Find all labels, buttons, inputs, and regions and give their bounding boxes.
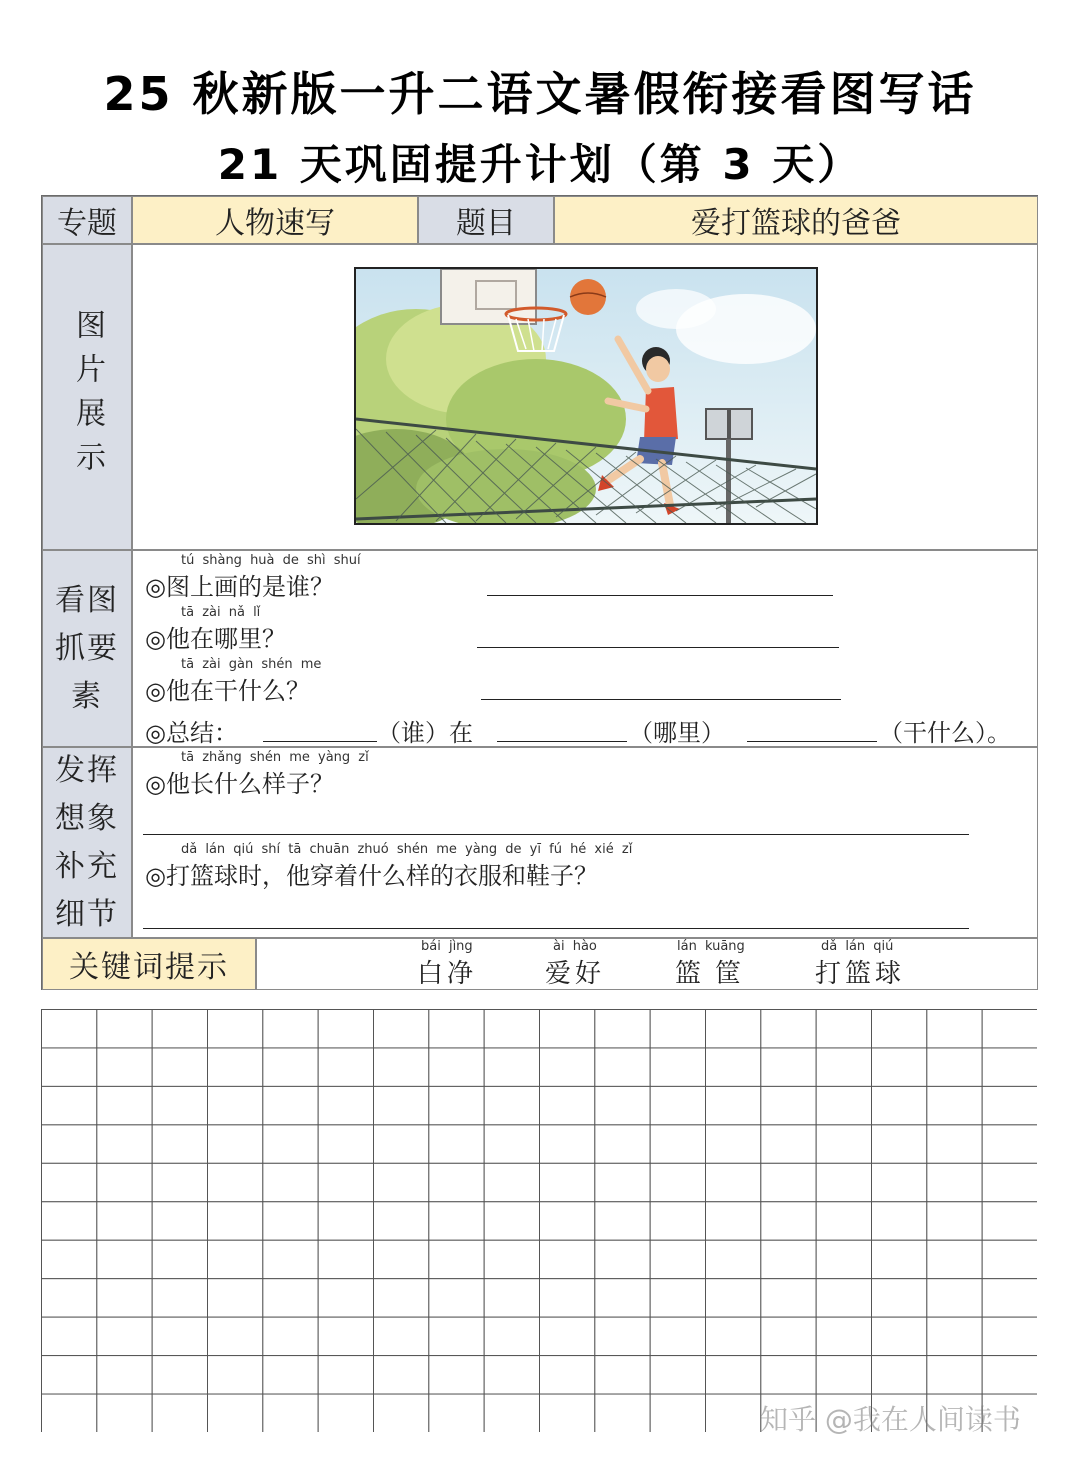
grid-cell[interactable] [318,1394,373,1432]
grid-cell[interactable] [208,1394,263,1432]
grid-cell[interactable] [429,1048,484,1086]
basketball-illustration [354,267,818,525]
grid-cell[interactable] [374,1356,429,1394]
worksheet-subtitle: 21 天巩固提升计划（第 3 天） [217,140,863,189]
grid-cell[interactable] [318,1317,373,1355]
grid-cell[interactable] [208,1163,263,1201]
grid-cell[interactable] [761,1086,816,1124]
picture-section-label: 图片展示 [42,244,132,550]
grid-cell[interactable] [595,1356,650,1394]
grid-cell[interactable] [595,1125,650,1163]
summary-what: （干什么）。 [879,719,1011,747]
grid-cell[interactable] [650,1240,705,1278]
grid-cell[interactable] [263,1010,318,1048]
grid-cell[interactable] [429,1010,484,1048]
grid-cell[interactable] [374,1163,429,1201]
grid-cell[interactable] [816,1202,871,1240]
summary-what-line[interactable] [747,741,877,742]
worksheet-title: 25 秋新版一升二语文暑假衔接看图写话 [103,67,977,121]
grid-cell[interactable] [816,1240,871,1278]
grid-cell[interactable] [872,1240,927,1278]
grid-cell[interactable] [152,1163,207,1201]
imagine-q1-answer-line[interactable] [143,834,969,835]
grid-cell[interactable] [927,1202,982,1240]
grid-cell[interactable] [595,1010,650,1048]
grid-cell[interactable] [872,1048,927,1086]
grid-cell[interactable] [982,1163,1037,1201]
grid-cell[interactable] [706,1240,761,1278]
subject-value: 爱打篮球的爸爸 [554,196,1038,244]
q1-pinyin: tú shàng huà de shì shuí [181,553,361,568]
keyword-1: 白净 [417,959,478,989]
grid-cell[interactable] [650,1125,705,1163]
grid-cell[interactable] [706,1086,761,1124]
grid-cell[interactable] [484,1086,539,1124]
grid-cell[interactable] [706,1394,761,1432]
grid-cell[interactable] [152,1048,207,1086]
grid-cell[interactable] [761,1202,816,1240]
grid-cell[interactable] [374,1010,429,1048]
grid-cell[interactable] [208,1240,263,1278]
grid-cell[interactable] [97,1010,152,1048]
grid-cell[interactable] [927,1048,982,1086]
grid-cell[interactable] [429,1317,484,1355]
grid-cell[interactable] [982,1048,1037,1086]
summary-who-line[interactable] [263,741,377,742]
grid-cell[interactable] [484,1279,539,1317]
grid-cell[interactable] [42,1202,97,1240]
keyword-3: 篮筐 [675,959,756,989]
topic-value: 人物速写 [132,196,418,244]
grid-cell[interactable] [706,1048,761,1086]
grid-cell[interactable] [540,1394,595,1432]
grid-cell[interactable] [97,1279,152,1317]
grid-cell[interactable] [484,1317,539,1355]
grid-cell[interactable] [97,1394,152,1432]
keyword-3-pinyin: lán kuāng [677,939,745,954]
grid-cell[interactable] [484,1125,539,1163]
grid-cell[interactable] [816,1163,871,1201]
grid-cell[interactable] [595,1163,650,1201]
grid-cell[interactable] [42,1163,97,1201]
grid-cell[interactable] [650,1317,705,1355]
grid-cell[interactable] [540,1202,595,1240]
q2-answer-line[interactable] [477,647,839,648]
grid-cell[interactable] [208,1317,263,1355]
grid-cell[interactable] [208,1356,263,1394]
summary-prefix: ◎总结： [145,719,238,747]
grid-cell[interactable] [42,1279,97,1317]
grid-cell[interactable] [263,1163,318,1201]
imagine-q2-pinyin: dǎ lán qiú shí tā chuān zhuó shén me yàng de yī fú hé xié zǐ [181,842,633,857]
grid-cell[interactable] [927,1010,982,1048]
grid-cell[interactable] [650,1086,705,1124]
imagine-section-label: 发挥想象补充细节 [42,747,132,938]
grid-cell[interactable] [152,1125,207,1163]
imagine-q1-pinyin: tā zhǎng shén me yàng zǐ [181,750,369,765]
grid-cell[interactable] [374,1279,429,1317]
grid-cell[interactable] [42,1317,97,1355]
grid-cell[interactable] [816,1086,871,1124]
grid-cell[interactable] [484,1010,539,1048]
grid-cell[interactable] [374,1048,429,1086]
grid-cell[interactable] [706,1317,761,1355]
grid-cell[interactable] [982,1279,1037,1317]
grid-cell[interactable] [540,1317,595,1355]
grid-cell[interactable] [761,1317,816,1355]
grid-cell[interactable] [429,1394,484,1432]
grid-cell[interactable] [872,1317,927,1355]
grid-cell[interactable] [374,1202,429,1240]
grid-cell[interactable] [761,1048,816,1086]
grid-cell[interactable] [540,1048,595,1086]
q3-doing: ◎他在干什么？ [145,677,310,705]
grid-cell[interactable] [263,1317,318,1355]
grid-cell[interactable] [152,1202,207,1240]
grid-cell[interactable] [761,1163,816,1201]
grid-cell[interactable] [484,1356,539,1394]
keyword-4-pinyin: dǎ lán qiú [821,939,894,954]
grid-cell[interactable] [429,1163,484,1201]
grid-cell[interactable] [152,1317,207,1355]
grid-cell[interactable] [706,1125,761,1163]
grid-cell[interactable] [706,1279,761,1317]
keywords-label: 关键词提示 [42,938,256,990]
grid-cell[interactable] [650,1279,705,1317]
grid-cell[interactable] [872,1010,927,1048]
grid-cell[interactable] [429,1240,484,1278]
q1-who: ◎图上画的是谁？ [145,573,334,601]
grid-cell[interactable] [318,1125,373,1163]
grid-cell[interactable] [927,1317,982,1355]
grid-cell[interactable] [318,1240,373,1278]
summary-where: （哪里） [629,719,725,747]
grid-cell[interactable] [484,1202,539,1240]
grid-cell[interactable] [42,1394,97,1432]
grid-cell[interactable] [706,1163,761,1201]
grid-cell[interactable] [484,1240,539,1278]
grid-cell[interactable] [872,1202,927,1240]
grid-cell[interactable] [650,1356,705,1394]
keyword-2-pinyin: ài hào [553,939,597,954]
imagine-q1-appearance: ◎他长什么样子？ [145,770,334,798]
summary-who: （谁）在 [377,719,473,747]
grid-cell[interactable] [761,1279,816,1317]
grid-cell[interactable] [318,1279,373,1317]
grid-cell[interactable] [484,1163,539,1201]
grid-cell[interactable] [540,1163,595,1201]
grid-cell[interactable] [152,1240,207,1278]
grid-cell[interactable] [650,1010,705,1048]
topic-label: 专题 [42,196,132,244]
grid-cell[interactable] [872,1163,927,1201]
writing-grid[interactable] [41,1009,1037,1432]
grid-cell[interactable] [263,1202,318,1240]
grid-cell[interactable] [595,1202,650,1240]
q1-answer-line[interactable] [487,595,833,596]
grid-cell[interactable] [982,1086,1037,1124]
grid-cell[interactable] [97,1163,152,1201]
grid-cell[interactable] [872,1279,927,1317]
grid-cell[interactable] [982,1010,1037,1048]
grid-cell[interactable] [982,1125,1037,1163]
grid-cell[interactable] [318,1086,373,1124]
grid-cell[interactable] [42,1086,97,1124]
grid-cell[interactable] [540,1125,595,1163]
grid-cell[interactable] [650,1048,705,1086]
grid-cell[interactable] [374,1086,429,1124]
grid-cell[interactable] [263,1394,318,1432]
grid-cell[interactable] [374,1240,429,1278]
grid-cell[interactable] [152,1010,207,1048]
grid-cell[interactable] [927,1086,982,1124]
grid-cell[interactable] [374,1394,429,1432]
keyword-4: 打篮球 [815,959,906,989]
grid-cell[interactable] [650,1163,705,1201]
grid-cell[interactable] [761,1010,816,1048]
grid-cell[interactable] [97,1125,152,1163]
grid-cell[interactable] [927,1356,982,1394]
grid-cell[interactable] [595,1317,650,1355]
keyword-2: 爱好 [545,959,606,989]
picture-area [132,244,1038,550]
grid-cell[interactable] [706,1356,761,1394]
grid-cell[interactable] [318,1163,373,1201]
grid-cell[interactable] [540,1010,595,1048]
grid-cell[interactable] [650,1394,705,1432]
grid-cell[interactable] [484,1048,539,1086]
grid-cell[interactable] [761,1240,816,1278]
summary-where-line[interactable] [497,741,627,742]
grid-cell[interactable] [927,1240,982,1278]
grid-cell[interactable] [706,1202,761,1240]
grid-cell[interactable] [97,1048,152,1086]
imagine-q2-answer-line[interactable] [143,928,969,929]
grid-cell[interactable] [816,1356,871,1394]
grid-cell[interactable] [761,1356,816,1394]
q3-answer-line[interactable] [481,699,841,700]
grid-cell[interactable] [42,1356,97,1394]
q3-pinyin: tā zài gàn shén me [181,657,322,672]
grid-cell[interactable] [208,1048,263,1086]
grid-cell[interactable] [208,1202,263,1240]
grid-cell[interactable] [927,1279,982,1317]
grid-cell[interactable] [595,1279,650,1317]
basketball-scene-image [356,269,816,523]
grid-cell[interactable] [927,1163,982,1201]
grid-cell[interactable] [595,1394,650,1432]
grid-cell[interactable] [318,1202,373,1240]
grid-cell[interactable] [152,1279,207,1317]
grid-cell[interactable] [816,1010,871,1048]
grid-cell[interactable] [263,1086,318,1124]
grid-cell[interactable] [263,1356,318,1394]
grid-cell[interactable] [595,1086,650,1124]
grid-cell[interactable] [152,1356,207,1394]
grid-cell[interactable] [540,1240,595,1278]
grid-cell[interactable] [42,1048,97,1086]
imagine-q2-clothes: ◎打篮球时，他穿着什么样的衣服和鞋子？ [145,862,598,890]
grid-cell[interactable] [263,1279,318,1317]
grid-cell[interactable] [374,1317,429,1355]
grid-cell[interactable] [484,1394,539,1432]
grid-cell[interactable] [42,1125,97,1163]
grid-cell[interactable] [540,1356,595,1394]
grid-cell[interactable] [97,1202,152,1240]
subject-label: 题目 [418,196,554,244]
grid-cell[interactable] [429,1279,484,1317]
watermark: 知乎 @我在人间读书 [760,1403,1021,1436]
grid-cell[interactable] [263,1125,318,1163]
grid-cell[interactable] [374,1125,429,1163]
grid-cell[interactable] [706,1010,761,1048]
grid-cell[interactable] [97,1240,152,1278]
grid-cell[interactable] [318,1010,373,1048]
elements-area [132,550,1038,747]
grid-cell[interactable] [263,1240,318,1278]
grid-cell[interactable] [97,1317,152,1355]
grid-cell[interactable] [982,1202,1037,1240]
grid-cell[interactable] [42,1240,97,1278]
grid-cell[interactable] [208,1010,263,1048]
grid-cell[interactable] [208,1279,263,1317]
grid-cell[interactable] [318,1356,373,1394]
grid-cell[interactable] [982,1356,1037,1394]
grid-cell[interactable] [429,1356,484,1394]
keyword-1-pinyin: bái jìng [421,939,473,954]
grid-cell[interactable] [97,1356,152,1394]
grid-cell[interactable] [318,1048,373,1086]
keywords-area [256,938,1038,990]
grid-cell[interactable] [540,1086,595,1124]
worksheet-table [41,195,1038,990]
grid-cell[interactable] [429,1125,484,1163]
grid-cell[interactable] [429,1202,484,1240]
grid-cell[interactable] [872,1356,927,1394]
grid-cell[interactable] [263,1048,318,1086]
grid-cell[interactable] [42,1010,97,1048]
grid-cell[interactable] [816,1125,871,1163]
q2-where: ◎他在哪里？ [145,625,286,653]
grid-cell[interactable] [816,1279,871,1317]
grid-cell[interactable] [540,1279,595,1317]
grid-cell[interactable] [650,1202,705,1240]
grid-cell[interactable] [872,1086,927,1124]
grid-cell[interactable] [429,1086,484,1124]
grid-cell[interactable] [97,1086,152,1124]
elements-section-label: 看图抓要素 [42,550,132,747]
grid-cell[interactable] [816,1048,871,1086]
grid-cell[interactable] [982,1240,1037,1278]
grid-cell[interactable] [761,1125,816,1163]
imagine-area [132,747,1038,938]
grid-cell[interactable] [872,1125,927,1163]
grid-cell[interactable] [927,1125,982,1163]
grid-cell[interactable] [208,1086,263,1124]
grid-cell[interactable] [982,1317,1037,1355]
grid-cell[interactable] [816,1317,871,1355]
grid-cell[interactable] [152,1086,207,1124]
grid-cell[interactable] [595,1240,650,1278]
grid-cell[interactable] [152,1394,207,1432]
grid-cell[interactable] [208,1125,263,1163]
q2-pinyin: tā zài nǎ lǐ [181,605,261,620]
grid-cell[interactable] [595,1048,650,1086]
